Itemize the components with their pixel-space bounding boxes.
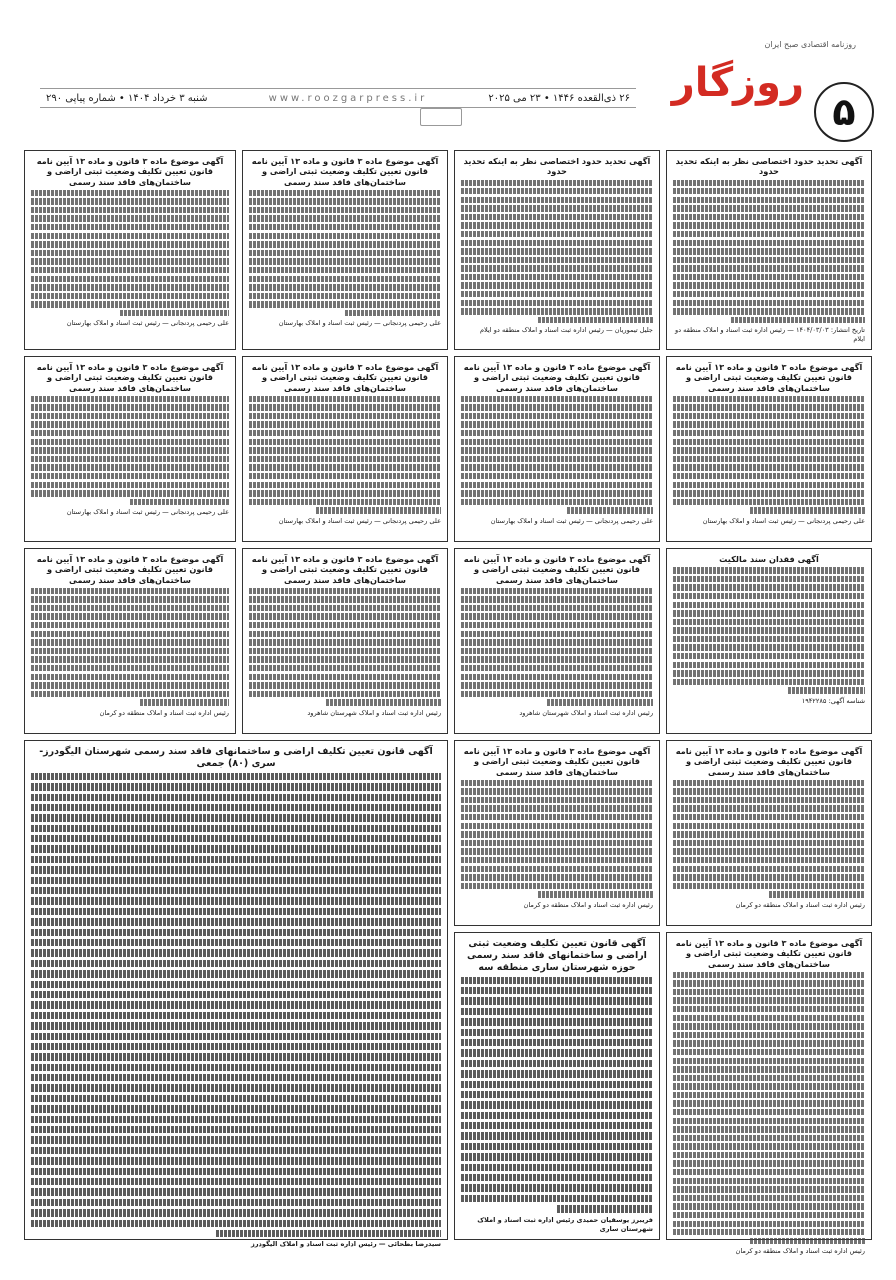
notice-body [673, 396, 865, 514]
notice-title: آگهی موضوع ماده ۳ قانون و ماده ۱۳ آیین نامه قانون تعیین تکلیف وضعیت ثبتی اراضی و ساختمان‌های فاقد سند رسمی [675, 362, 863, 393]
notice-card [242, 548, 448, 734]
issue-line: شنبه ۳ خرداد ۱۴۰۴ • شماره پیاپی ۲۹۰ [46, 92, 208, 104]
notice-body [31, 396, 229, 505]
notice-signature: رئیس اداره ثبت اسناد و املاک منطقه دو کرمان [735, 900, 865, 909]
notice-signature: رئیس اداره ثبت اسناد و املاک شهرستان شاهرود [307, 708, 441, 717]
notice-body [461, 780, 653, 898]
notice-body [461, 180, 653, 324]
slogan: روزنامه اقتصادی صبح ایران [764, 40, 856, 49]
site-url[interactable]: www.roozgarpress.ir [268, 92, 428, 104]
notice-signature: علی رحیمی پردنجانی — رئیس ثبت اسناد و املاک بهارستان [278, 516, 441, 525]
notice-title: آگهی موضوع ماده ۳ قانون و ماده ۱۳ آیین نامه قانون تعیین تکلیف وضعیت ثبتی اراضی و ساختمان‌های فاقد سند رسمی [36, 362, 224, 393]
notice-signature: رئیس اداره ثبت اسناد و املاک منطقه دو کرمان [523, 900, 653, 909]
notice-signature: جلیل تیموریان — رئیس اداره ثبت اسناد و املاک منطقه دو ایلام [479, 326, 653, 335]
notice-card [666, 548, 872, 734]
notice-signature: علی رحیمی پردنجانی — رئیس ثبت اسناد و املاک بهارستان [66, 319, 229, 328]
notices-grid [24, 150, 872, 1270]
notice-signature: رئیس اداره ثبت اسناد و املاک منطقه دو کرمان [735, 1247, 865, 1256]
notice-signature: علی رحیمی پردنجانی — رئیس ثبت اسناد و املاک بهارستان [278, 319, 441, 328]
notice-card [24, 150, 236, 350]
notice-signature: شناسه آگهی: ۱۹۴۲۲۸۵ [801, 696, 865, 705]
notice-title: آگهی فقدان سند مالکیت [719, 554, 819, 564]
notice-signature: علی رحیمی پردنجانی — رئیس ثبت اسناد و املاک بهارستان [702, 516, 865, 525]
notice-body [673, 567, 865, 693]
masthead [0, 0, 896, 150]
notice-title: آگهی موضوع ماده ۳ قانون و ماده ۱۳ آیین نامه قانون تعیین تکلیف وضعیت ثبتی اراضی و ساختمان‌های فاقد سند رسمی [251, 554, 439, 585]
notice-signature: سیدرضا بطحائی — رئیس اداره ثبت اسناد و املاک الیگودرز [250, 1240, 441, 1249]
notice-body [461, 977, 653, 1213]
notice-body [31, 773, 441, 1238]
notice-card [454, 548, 660, 734]
notice-signature: رئیس اداره ثبت اسناد و املاک منطقه دو کرمان [99, 708, 229, 717]
notice-signature: علی رحیمی پردنجانی — رئیس ثبت اسناد و املاک بهارستان [490, 516, 653, 525]
notice-body [31, 588, 229, 706]
notice-card [666, 356, 872, 542]
notice-title: آگهی موضوع ماده ۳ قانون و ماده ۱۳ آیین نامه قانون تعیین تکلیف وضعیت ثبتی اراضی و ساختمان‌های فاقد سند رسمی [36, 554, 224, 585]
notice-card [666, 932, 872, 1256]
notice-card [242, 356, 448, 542]
notice-title: آگهی تحدید حدود اختصاصی نظر به اینکه تحدید حدود [675, 156, 863, 177]
notice-card [666, 150, 872, 350]
date-strip [40, 88, 636, 108]
notice-title: آگهی موضوع ماده ۳ قانون و ماده ۱۳ آیین نامه قانون تعیین تکلیف وضعیت ثبتی اراضی و ساختمان‌های فاقد سند رسمی [675, 746, 863, 777]
notice-title: آگهی قانون تعیین تکلیف وضعیت ثبتی اراضی و ساختمانهای فاقد سند رسمی حوزه شهرستان ساری منطقه سه [467, 938, 647, 973]
logo: روزگار [671, 60, 804, 106]
notice-title: آگهی موضوع ماده ۳ قانون و ماده ۱۳ آیین نامه قانون تعیین تکلیف وضعیت ثبتی اراضی و ساختمان‌های فاقد سند رسمی [251, 362, 439, 393]
notice-body [249, 396, 441, 514]
notice-signature: رئیس اداره ثبت اسناد و املاک شهرستان شاهرود [519, 708, 653, 717]
notice-signature: فریبرز یوسفیان حمیدی رئیس اداره ثبت اسناد و املاک شهرستان ساری [477, 1215, 653, 1233]
notice-card [666, 740, 872, 926]
notice-body [461, 588, 653, 706]
notice-card [24, 356, 236, 542]
notice-card [454, 356, 660, 542]
ornament-icon [420, 108, 462, 126]
notice-card [454, 150, 660, 350]
notice-card-large [454, 932, 660, 1240]
notice-card [24, 548, 236, 734]
page-number: ۵ [814, 82, 874, 142]
notice-body [673, 780, 865, 898]
notice-body [249, 190, 441, 316]
notice-title: آگهی موضوع ماده ۳ قانون و ماده ۱۳ آیین نامه قانون تعیین تکلیف وضعیت ثبتی اراضی و ساختمان‌های فاقد سند رسمی [36, 156, 224, 187]
notice-title: آگهی موضوع ماده ۳ قانون و ماده ۱۳ آیین نامه قانون تعیین تکلیف وضعیت ثبتی اراضی و ساختمان‌های فاقد سند رسمی [463, 554, 651, 585]
notice-card [242, 150, 448, 350]
notice-title: آگهی موضوع ماده ۳ قانون و ماده ۱۳ آیین نامه قانون تعیین تکلیف وضعیت ثبتی اراضی و ساختمان‌های فاقد سند رسمی [463, 362, 651, 393]
notice-signature: تاریخ انتشار: ۱۴۰۴/۰۳/۰۳ — رئیس اداره ثبت اسناد و املاک منطقه دو ایلام [674, 326, 865, 344]
notice-title: آگهی موضوع ماده ۳ قانون و ماده ۱۳ آیین نامه قانون تعیین تکلیف وضعیت ثبتی اراضی و ساختمان‌های فاقد سند رسمی [675, 938, 863, 969]
notice-body [673, 972, 865, 1244]
notice-title: آگهی قانون تعیین تکلیف اراضی و ساختمانهای فاقد سند رسمی شهرستان الیگودرز- سری (۸۰) جمعی [39, 746, 433, 769]
notice-signature: علی رحیمی پردنجانی — رئیس ثبت اسناد و املاک بهارستان [66, 508, 229, 517]
notice-card [454, 740, 660, 926]
notice-card-large [24, 740, 448, 1249]
date-line: ۲۶ ذی‌القعده ۱۴۴۶ • ۲۳ می ۲۰۲۵ [488, 92, 630, 104]
notice-body [673, 180, 865, 324]
notice-title: آگهی تحدید حدود اختصاصی نظر به اینکه تحدید حدود [463, 156, 651, 177]
notice-title: آگهی موضوع ماده ۳ قانون و ماده ۱۳ آیین نامه قانون تعیین تکلیف وضعیت ثبتی اراضی و ساختمان‌های فاقد سند رسمی [251, 156, 439, 187]
notice-body [31, 190, 229, 316]
notice-body [249, 588, 441, 706]
notice-body [461, 396, 653, 514]
notice-title: آگهی موضوع ماده ۳ قانون و ماده ۱۳ آیین نامه قانون تعیین تکلیف وضعیت ثبتی اراضی و ساختمان‌های فاقد سند رسمی [463, 746, 651, 777]
